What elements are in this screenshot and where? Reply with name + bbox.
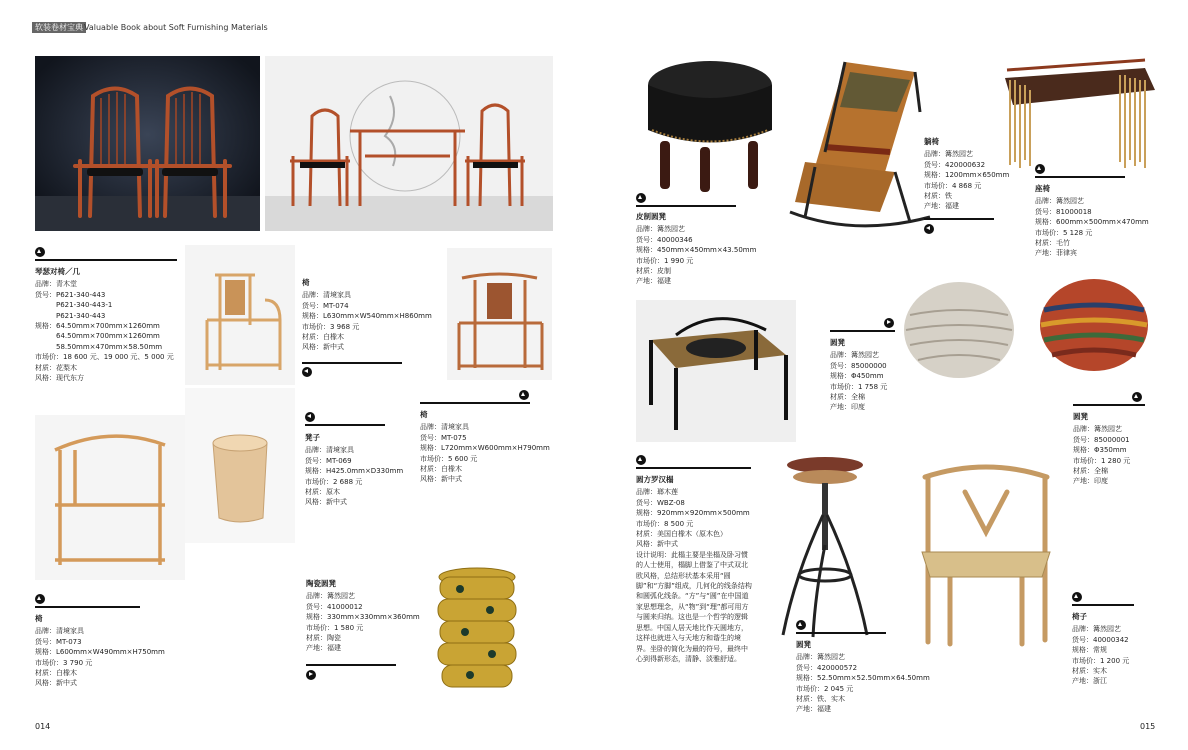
triangle-left-icon bbox=[302, 367, 312, 377]
spec-line: 货号：40000346 bbox=[636, 235, 693, 244]
spec-line: 58.50mm×470mm×58.50mm bbox=[56, 342, 163, 351]
photo-room-set bbox=[265, 56, 553, 231]
product-title: 躺椅 bbox=[924, 137, 939, 146]
spec-line: 产地：福建 bbox=[306, 644, 341, 653]
product-set1-info bbox=[35, 267, 174, 383]
spec-line: 品牌：篝然园艺 bbox=[636, 225, 685, 234]
product-title: 圆凳 bbox=[830, 338, 845, 347]
divider bbox=[830, 330, 895, 332]
spec-line: 货号：81000018 bbox=[1035, 207, 1092, 216]
spec-line: 货号：MT-074 bbox=[302, 301, 349, 310]
triangle-up-icon bbox=[796, 620, 806, 630]
spec-line: 64.50mm×700mm×1260mm bbox=[56, 332, 160, 341]
spec-line: 货号：MT-073 bbox=[35, 637, 82, 646]
photo-chair-mt073 bbox=[35, 415, 185, 580]
header-badge: 软装卷材宝典 bbox=[32, 22, 86, 33]
spec-line: 市场价：18 600 元、19 000 元、5 000 元 bbox=[35, 353, 174, 362]
divider bbox=[35, 259, 177, 261]
divider bbox=[306, 664, 396, 666]
spec-line: 材质：毛竹 bbox=[1035, 239, 1070, 248]
spec-line: 风格：现代东方 bbox=[35, 374, 84, 383]
spec-line: 风格：新中式 bbox=[636, 540, 678, 549]
spec-line: 材质：陶瓷 bbox=[306, 634, 341, 643]
page-number-left: 014 bbox=[35, 722, 51, 731]
photo-knit-pouf bbox=[900, 275, 1018, 385]
triangle-up-icon bbox=[636, 193, 646, 203]
spec-line: 货号：WBZ-08 bbox=[636, 498, 685, 507]
spec-line: 规格：920mm×920mm×500mm bbox=[636, 509, 750, 518]
spec-line: 产地：印度 bbox=[1073, 477, 1108, 486]
spec-line: 产地：菲律宾 bbox=[1035, 249, 1077, 258]
triangle-up-icon bbox=[1132, 392, 1142, 402]
divider bbox=[302, 362, 402, 364]
photo-round-square-bed bbox=[636, 300, 796, 442]
spec-line: 市场价：3 968 元 bbox=[302, 322, 360, 331]
spec-line: 品牌：清境家具 bbox=[35, 627, 84, 636]
spec-line: 市场价：3 790 元 bbox=[35, 658, 93, 667]
divider bbox=[305, 424, 385, 426]
divider bbox=[1035, 176, 1125, 178]
spec-line: 材质：皮制 bbox=[636, 267, 671, 276]
page-number-right: 015 bbox=[1140, 722, 1156, 731]
spec-line: 规格：L720mm×W600mm×H790mm bbox=[420, 444, 550, 453]
spec-line: 材质：全棉 bbox=[830, 393, 865, 402]
photo-chair-mt074 bbox=[185, 245, 295, 385]
spec-line: 材质：白橡木 bbox=[302, 333, 344, 342]
spec-line: 材质：白橡木 bbox=[35, 669, 77, 678]
product-title: 凳子 bbox=[305, 433, 320, 442]
spec-line: 规格：52.50mm×52.50mm×64.50mm bbox=[796, 674, 930, 683]
spec-line: 规格：450mm×450mm×43.50mm bbox=[636, 246, 757, 255]
product-stool1-info bbox=[305, 433, 403, 508]
spec-line: 市场价：8 500 元 bbox=[636, 519, 694, 528]
triangle-right-icon bbox=[306, 670, 316, 680]
spec-line: 产地：福建 bbox=[796, 705, 831, 714]
photo-armchair-pair bbox=[35, 56, 260, 231]
product-title: 圆凳 bbox=[1073, 412, 1088, 421]
divider bbox=[796, 632, 886, 634]
photo-stool-mt069 bbox=[185, 388, 295, 543]
spec-line: 风格：新中式 bbox=[420, 475, 462, 484]
spec-line: 规格：Φ350mm bbox=[1073, 446, 1127, 455]
spec-line: 货号：MT-069 bbox=[305, 456, 352, 465]
spec-line: 材质：白橡木 bbox=[420, 465, 462, 474]
spec-line: 品牌：青木堂 bbox=[35, 280, 77, 289]
spec-line: 市场价：1 280 元 bbox=[1073, 456, 1131, 465]
triangle-left-icon bbox=[924, 224, 934, 234]
product-chair2-info bbox=[420, 410, 550, 485]
spec-line: 规格：330mm×330mm×360mm bbox=[306, 613, 420, 622]
spec-line: 品牌：篝然园艺 bbox=[306, 592, 355, 601]
triangle-up-icon bbox=[35, 247, 45, 257]
product-title: 椅 bbox=[302, 278, 310, 287]
spec-line: 货号：41000012 bbox=[306, 602, 363, 611]
spec-line: 材质：实木 bbox=[1072, 667, 1107, 676]
spec-line: 品牌：清境家具 bbox=[302, 291, 351, 300]
spec-line: 货号：P621-340-443 bbox=[35, 290, 106, 299]
spec-line: 风格：新中式 bbox=[305, 498, 347, 507]
design-description: 设计说明：此榻主要是坐榻及卧习惯的人士使用，榻脚上借鉴了中式双北欧风格，总结形状基本采用“圆脚”和“方脚”组成，几何化的线条结构和圆弧化线条。“方”与“圆”在中国道家思想理念，从“物”到“理”都可用方与圆来归纳。这也是一个哲学的逻辑思想。中国人居天地比作天圆地方，这样也就进入与天地方和谐生的境界。坐卧的简化为最的符号，最终中心到得新形态，清静、淡雅舒适。 bbox=[636, 550, 752, 663]
divider bbox=[924, 218, 994, 220]
spec-line: 规格：1200mm×650mm bbox=[924, 171, 1010, 180]
divider bbox=[1073, 404, 1145, 406]
product-title: 琴瑟对椅／几 bbox=[35, 267, 80, 276]
spec-line: 品牌：篝然园艺 bbox=[1072, 625, 1121, 634]
spec-line: 货号：40000342 bbox=[1072, 635, 1129, 644]
spec-line: P621-340-443 bbox=[56, 311, 106, 320]
spec-line: 材质：全棉 bbox=[1073, 467, 1108, 476]
spec-line: 规格：H425.0mm×D330mm bbox=[305, 467, 404, 476]
triangle-up-icon bbox=[35, 594, 45, 604]
spec-line: 市场价：5 600 元 bbox=[420, 454, 478, 463]
spec-line: 市场价：5 128 元 bbox=[1035, 228, 1093, 237]
product-title: 椅子 bbox=[1072, 612, 1087, 621]
product-ceramic-info bbox=[306, 579, 420, 654]
spec-line: 市场价：4 868 元 bbox=[924, 181, 982, 190]
spec-line: 品牌：篝然园艺 bbox=[1035, 197, 1084, 206]
photo-chair-mt075 bbox=[447, 248, 552, 380]
spec-line: 产地：印度 bbox=[830, 403, 865, 412]
product-stick-info bbox=[1035, 184, 1149, 259]
spec-line: 材质：花梨木 bbox=[35, 363, 77, 372]
product-round-bed-info bbox=[636, 475, 752, 664]
spec-line: 品牌：瑯木莲 bbox=[636, 488, 678, 497]
product-title: 圆方罗汉榻 bbox=[636, 475, 674, 484]
spec-line: 市场价：2 688 元 bbox=[305, 477, 363, 486]
product-title: 座椅 bbox=[1035, 184, 1050, 193]
spec-line: 规格：Φ450mm bbox=[830, 372, 884, 381]
product-leather-info bbox=[636, 212, 756, 287]
spec-line: 规格：600mm×500mm×470mm bbox=[1035, 218, 1149, 227]
spec-line: 市场价：1 758 元 bbox=[830, 382, 888, 391]
spec-line: 材质：铁、实木 bbox=[796, 695, 845, 704]
triangle-up-icon bbox=[1035, 164, 1045, 174]
divider bbox=[420, 402, 530, 404]
spec-line: 品牌：篝然园艺 bbox=[924, 150, 973, 159]
triangle-up-icon bbox=[636, 455, 646, 465]
spec-line: 货号：85000000 bbox=[830, 361, 887, 370]
triangle-right-icon bbox=[884, 318, 894, 328]
product-striped-info bbox=[1073, 412, 1130, 487]
spec-line: 规格：L600mm×W490mm×H750mm bbox=[35, 648, 165, 657]
divider bbox=[636, 205, 736, 207]
spec-line: 材质：美国白橡木（原木色） bbox=[636, 530, 727, 539]
photo-bar-stool bbox=[775, 455, 875, 645]
spec-line: 市场价：1 200 元 bbox=[1072, 656, 1130, 665]
spec-line: 风格：新中式 bbox=[302, 343, 344, 352]
product-wishbone-info bbox=[1072, 612, 1129, 687]
product-title: 皮制圆凳 bbox=[636, 212, 666, 221]
spec-line: 产地：福建 bbox=[636, 277, 671, 286]
spec-line: 市场价：1 990 元 bbox=[636, 256, 694, 265]
spec-line: 规格：常规 bbox=[1072, 646, 1107, 655]
spec-line: 品牌：篝然园艺 bbox=[796, 653, 845, 662]
spec-line: 市场价：1 580 元 bbox=[306, 623, 364, 632]
spec-line: 货号：420000572 bbox=[796, 663, 858, 672]
photo-leather-stool bbox=[640, 55, 780, 195]
spec-line: 品牌：篝然园艺 bbox=[830, 351, 879, 360]
header-title: Valuable Book about Soft Furnishing Materials bbox=[84, 23, 268, 32]
product-bar-info bbox=[796, 640, 930, 715]
spec-line: P621-340-443-1 bbox=[56, 301, 113, 310]
spec-line: 品牌：篝然园艺 bbox=[1073, 425, 1122, 434]
divider bbox=[35, 606, 140, 608]
photo-striped-pouf bbox=[1038, 275, 1150, 375]
spec-line: 风格：新中式 bbox=[35, 679, 77, 688]
triangle-left-icon bbox=[305, 412, 315, 422]
photo-wishbone-chair bbox=[910, 462, 1062, 647]
spec-line: 规格：L630mm×W540mm×H860mm bbox=[302, 312, 432, 321]
spec-line: 产地：浙江 bbox=[1072, 677, 1107, 686]
spec-line: 规格：64.50mm×700mm×1260mm bbox=[35, 322, 160, 331]
photo-rocking-chair bbox=[785, 52, 935, 242]
photo-bamboo-stool bbox=[995, 50, 1160, 170]
spec-line: 材质：铁 bbox=[924, 192, 952, 201]
divider bbox=[1072, 604, 1134, 606]
product-chair3-info bbox=[35, 614, 165, 689]
product-title: 椅 bbox=[420, 410, 428, 419]
spec-line: 品牌：清境家具 bbox=[305, 446, 354, 455]
product-title: 陶瓷圆凳 bbox=[306, 579, 336, 588]
product-title: 圆凳 bbox=[796, 640, 811, 649]
spec-line: 产地：福建 bbox=[924, 202, 959, 211]
spec-line: 品牌：清境家具 bbox=[420, 423, 469, 432]
spec-line: 市场价：2 045 元 bbox=[796, 684, 854, 693]
spec-line: 货号：420000632 bbox=[924, 160, 986, 169]
photo-ceramic-stool bbox=[430, 565, 525, 695]
spec-line: 材质：原木 bbox=[305, 488, 340, 497]
triangle-up-icon bbox=[1072, 592, 1082, 602]
divider bbox=[636, 467, 751, 469]
triangle-up-icon bbox=[519, 390, 529, 400]
spec-line: 货号：MT-075 bbox=[420, 433, 467, 442]
product-title: 椅 bbox=[35, 614, 43, 623]
product-knit-info bbox=[830, 338, 887, 413]
product-chair1-info bbox=[302, 278, 432, 353]
spec-line: 货号：85000001 bbox=[1073, 435, 1130, 444]
